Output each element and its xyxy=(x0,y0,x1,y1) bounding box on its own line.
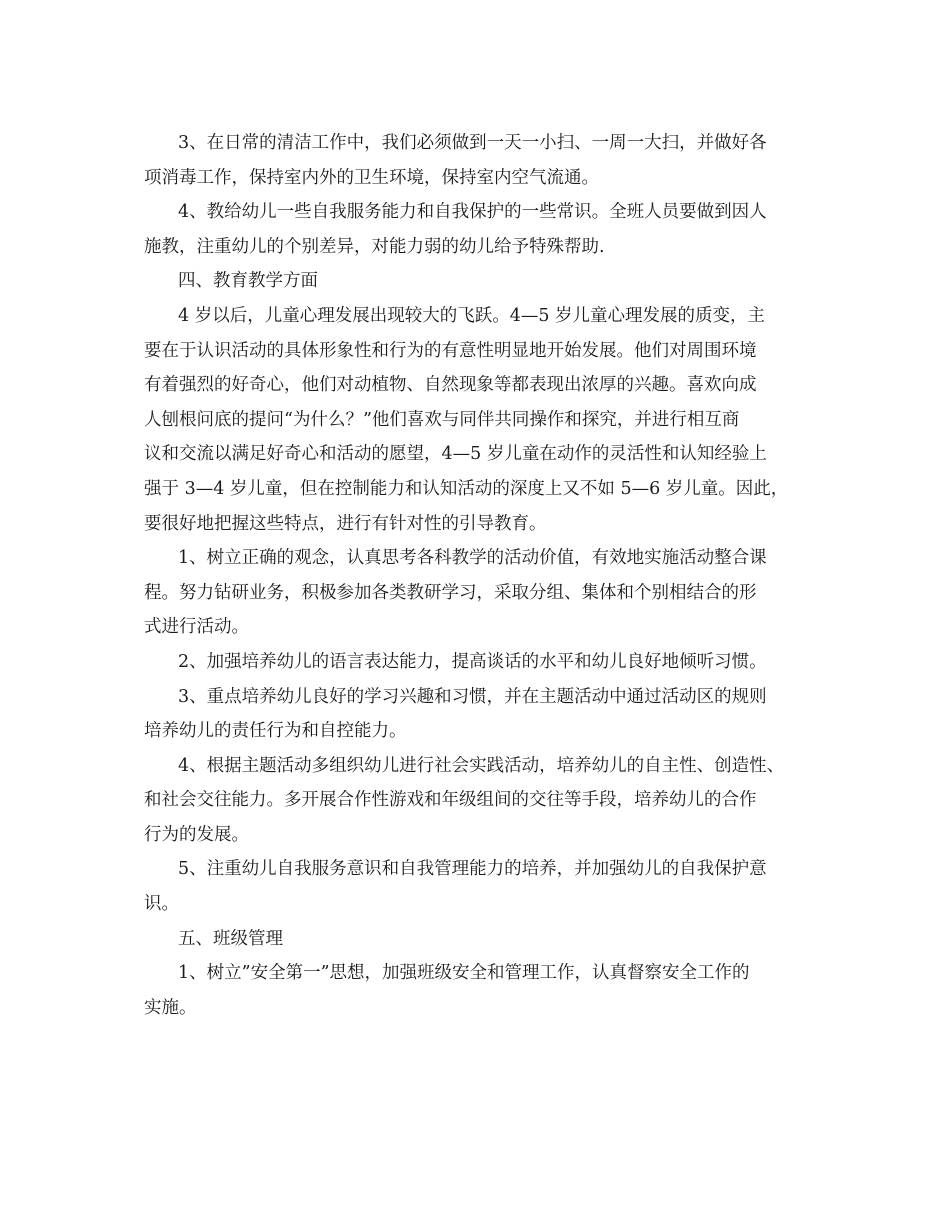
text-line: 3、在日常的清洁工作中，我们必须做到一天一小扫、一周一大扫，并做好各 xyxy=(178,133,767,153)
text-line: 3、重点培养幼儿良好的学习兴趣和习惯，并在主题活动中通过活动区的规则 xyxy=(178,686,767,707)
text-line: 程。努力钻研业务，积极参加各类教研学习，采取分组、集体和个别相结合的形 xyxy=(144,582,757,603)
document-body xyxy=(144,126,824,1025)
section-heading: 五、班级管理 xyxy=(178,928,283,949)
text-line: 和社会交往能力。多开展合作性游戏和年级组间的交往等手段，培养幼儿的合作 xyxy=(144,790,757,811)
text-line: 要很好地把握这些特点，进行有针对性的引导教育。 xyxy=(144,513,547,534)
text-line: 培养幼儿的责任行为和自控能力。 xyxy=(144,721,407,742)
text-line: 式进行活动。 xyxy=(144,617,249,638)
text-line: 人刨根问底的提问“为什么？”他们喜欢与同伴共同操作和探究，并进行相互商 xyxy=(144,409,740,430)
text-line: 要在于认识活动的具体形象性和行为的有意性明显地开始发展。他们对周围环境 xyxy=(144,340,757,361)
text-line: 识。 xyxy=(144,894,179,915)
text-line: 4 岁以后，儿童心理发展出现较大的飞跃。4—5 岁儿童心理发展的质变，主 xyxy=(178,305,766,326)
section-heading: 四、教育教学方面 xyxy=(178,271,318,292)
text-line: 施教，注重幼儿的个别差异，对能力弱的幼儿给予特殊帮助. xyxy=(144,236,605,257)
text-line: 4、根据主题活动多组织幼儿进行社会实践活动，培养幼儿的自主性、创造性、 xyxy=(178,755,785,776)
text-line: 1、树立正确的观念，认真思考各科教学的活动价值，有效地实施活动整合课 xyxy=(178,548,767,569)
text-line: 强于 3—4 岁儿童，但在控制能力和认知活动的深度上又不如 5—6 岁儿童。因此， xyxy=(144,478,789,499)
text-line: 1、树立”安全第一”思想，加强班级安全和管理工作，认真督察安全工作的 xyxy=(178,963,750,984)
text-line: 4、教给幼儿一些自我服务能力和自我保护的一些常识。全班人员要做到因人 xyxy=(178,202,767,223)
text-line: 5、注重幼儿自我服务意识和自我管理能力的培养，并加强幼儿的自我保护意 xyxy=(178,859,767,880)
text-line: 实施。 xyxy=(144,997,197,1018)
text-line: 2、加强培养幼儿的语言表达能力，提高谈话的水平和幼儿良好地倾听习惯。 xyxy=(178,651,767,672)
text-line: 有着强烈的好奇心，他们对动植物、自然现象等都表现出浓厚的兴趣。喜欢向成 xyxy=(144,375,757,396)
text-line: 项消毒工作，保持室内外的卫生环境，保持室内空气流通。 xyxy=(144,167,599,188)
text-line: 行为的发展。 xyxy=(144,824,249,845)
text-line: 议和交流以满足好奇心和活动的愿望，4—5 岁儿童在动作的灵活性和认知经验上 xyxy=(144,444,767,465)
